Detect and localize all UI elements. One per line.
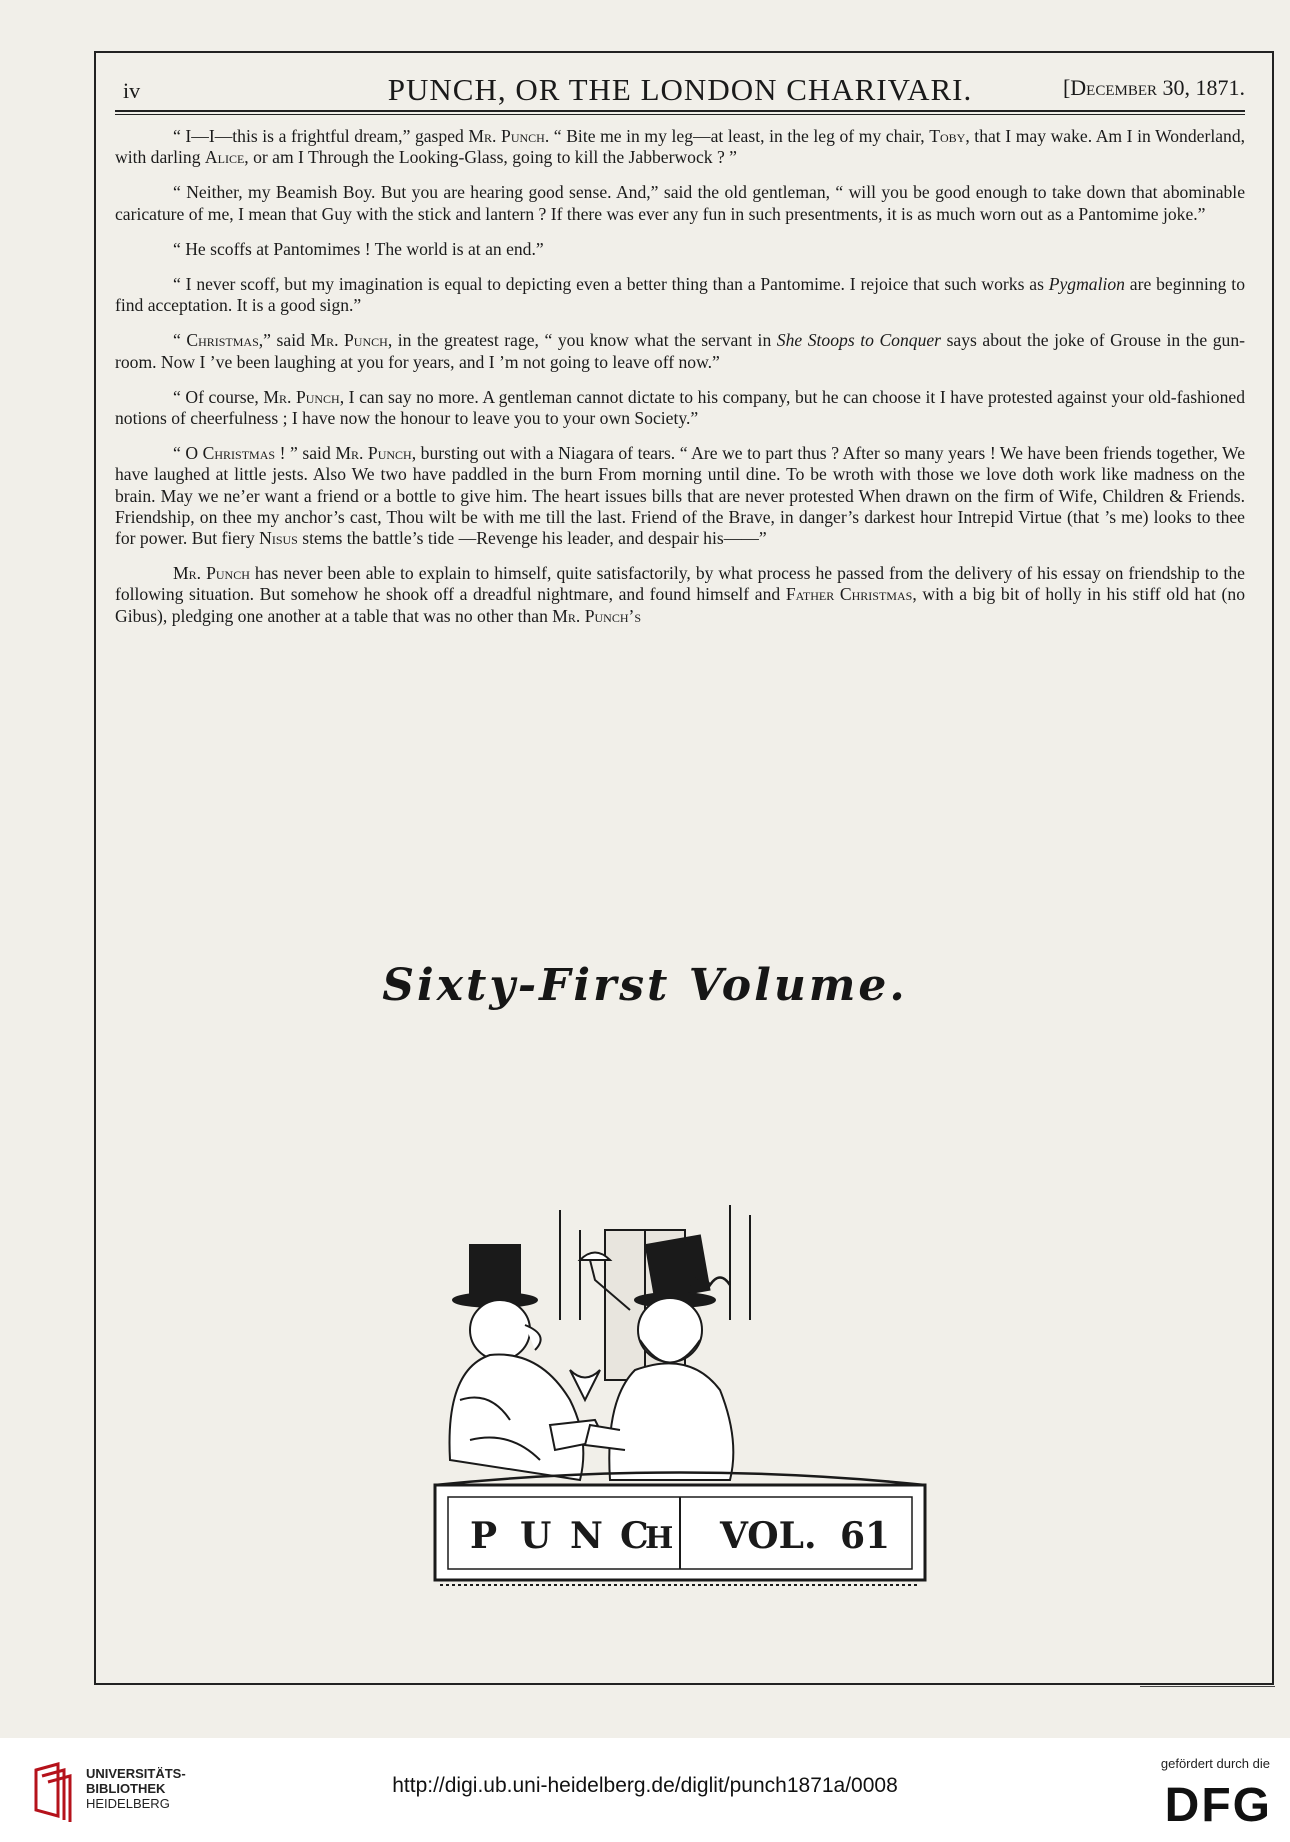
book-letter-5: H [645,1521,674,1556]
text-run: “ I—I—this is a frightful dream,” gasped [173,126,469,146]
small-caps-run: Christmas [202,443,276,464]
father-christmas-figure [580,1236,733,1480]
text-run: “ Of course, [173,386,264,407]
running-header [115,72,1245,110]
dfg-logo: DFG [1164,1779,1272,1832]
text-run: ! ” said [275,443,336,464]
text-run: has never been able to explain to himself, quite satisfactorily, by what process he passed from the delivery of his essay on friendship to the following situation. But somehow he shook off a dreadful nightmare, and found himself and [115,563,1245,605]
text-run: “ He scoffs at Pantomimes ! The world is at an end.” [173,238,544,259]
book-letter-3: N [570,1515,603,1557]
text-run: , or am I Through the Looking-Glass, going to kill the Jabberwock ? ” [244,147,737,168]
paragraph [115,563,1245,627]
text-run: , that I may wake. Am I in Wonderland, with darling [115,126,1246,168]
source-url-link[interactable]: http://digi.ub.uni-heidelberg.de/diglit/punch1871a/0008 [392,1774,898,1797]
small-caps-run: Mr. Punch [263,386,340,407]
digitization-footer [0,1738,1290,1842]
punch-figure [450,1245,606,1480]
text-run: , with a big bit of holly in his stiff old hat (no Gibus), pledging one another at a table that was no other than [115,584,1246,626]
small-caps-run: Alice [204,147,245,168]
small-caps-run: Mr. Punch [173,563,250,584]
book-letter-2: U [520,1515,552,1557]
paragraph [115,126,1245,168]
small-caps-run: Father Christmas [785,584,913,605]
header-rule [115,110,1245,112]
paragraph [115,330,1245,372]
paragraph [115,274,1245,316]
small-caps-run: Mr. Punch [468,126,545,146]
book-vol-label: VOL. [720,1515,817,1557]
issue-date [1063,75,1245,101]
issue-date-day-year: 30, 1871. [1157,75,1245,100]
paragraph [115,239,1245,260]
bottom-rule [96,1683,1272,1685]
library-line-1: UNIVERSITÄTS- [86,1766,186,1781]
text-run: , bursting out with a Niagara of tears. “ Are we to part thus ? After so many years ! We have been friends together, We have laughed at little jests. Also We two have paddled in the burn From morning until dine. To be wroth with those we love doth work like madness on the brain. May we ne’er want a friend or a bottle to give him. The heart issues bills that are never protested When drawn on the firm of Wife, Children & Friends. Friendship, on thee my anchor’s cast, Thou wilt be with me till the last. Friend of the Brave, in danger’s darkest hour Intrepid Virtue (that ’s me) looks to thee for power. But fiery [115,443,1246,549]
text-run: , in the greatest rage, “ you know what the servant in [387,330,777,351]
illustration-punch-and-father-christmas [430,1200,930,1600]
small-caps-run: Toby [929,126,966,146]
text-run: stems the battle’s tide —Revenge his leader, and despair his——” [297,528,767,549]
text-run: are beginning to find acceptation. It is a good sign.” [115,274,1245,316]
small-caps-run: Mr. Punch’s [552,605,642,626]
wine-glass [570,1370,600,1400]
page-number: iv [123,78,141,103]
text-run: . “ Bite me in my leg—at least, in the leg of my chair, [544,126,930,146]
book-vol-number: 61 [840,1515,891,1557]
small-caps-run: Mr. Punch [310,330,388,351]
text-run: ,” said [258,330,311,351]
italic-run: Pygmalion [1048,274,1125,295]
small-caps-run: Christmas [186,330,259,351]
text-run: “ [173,330,187,351]
book-letter-4: C [620,1515,649,1557]
text-run: “ Neither, my Beamish Boy. But you are hearing good sense. And,” said the old gentleman, “ will you be good enough to take down that abominable caricature of me, I mean that Guy with the stick and lantern ? If there was ever any fun in such presentments, it is as much worn out as a Pantomime joke.” [115,182,1245,224]
bottom-rule-tail [1140,1686,1275,1687]
library-line-2: BIBLIOTHEK [86,1781,166,1796]
funding-caption: gefördert durch die [1160,1756,1270,1771]
small-caps-run: Mr. Punch [335,443,412,464]
text-run: , I can say no more. A gentleman cannot dictate to his company, but he can choose it I have protested against your old-fashioned notions of cheerfulness ; I have now the honour to leave you to your own Society.” [115,386,1245,429]
text-run: “ I never scoff, but my imagination is equal to depicting even a better thing than a Pantomime. I rejoice that such works as [173,274,1049,295]
volume-heading: Sixty-First Volume. [382,960,908,1011]
paragraph [115,443,1245,549]
library-line-3: HEIDELBERG [86,1796,170,1811]
issue-date-bracket: [ [1062,75,1071,100]
paragraph [115,387,1245,429]
italic-run: She Stoops to Conquer [776,330,942,351]
text-run: says about the joke of Grouse in the gun-room. Now I ’ve been laughing at you for years, and I ’m not going to leave off now.” [115,330,1246,372]
book-letter-1: P [470,1515,498,1557]
paragraph [115,182,1245,224]
article-body [115,126,1245,641]
text-run: “ O [173,443,203,464]
running-title: PUNCH, OR THE LONDON CHARIVARI. [387,72,973,107]
header-rule-thin [115,114,1245,115]
small-caps-run: Nisus [259,528,298,549]
issue-date-month: December [1070,75,1157,100]
